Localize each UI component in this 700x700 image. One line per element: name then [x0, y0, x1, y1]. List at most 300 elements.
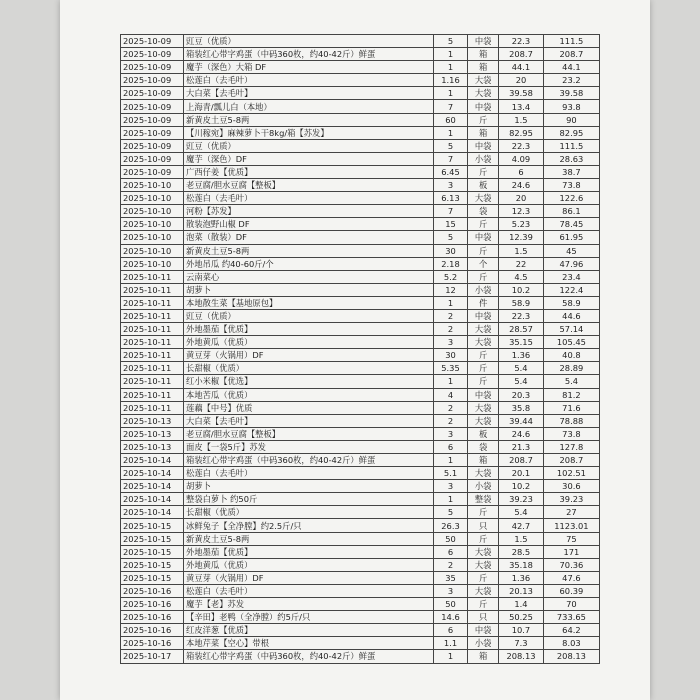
- quantity-cell: 6: [433, 624, 467, 637]
- unit-cell: 斤: [468, 113, 499, 126]
- amount-cell: 60.39: [543, 584, 599, 597]
- amount-cell: 73.8: [543, 179, 599, 192]
- amount-cell: 64.2: [543, 624, 599, 637]
- unit-cell: 大袋: [468, 87, 499, 100]
- date-cell: 2025-10-11: [121, 283, 184, 296]
- date-cell: 2025-10-09: [121, 74, 184, 87]
- table-row: [121, 375, 600, 388]
- unit-cell: 小袋: [468, 480, 499, 493]
- unit-cell: 箱: [468, 650, 499, 663]
- date-cell: 2025-10-09: [121, 139, 184, 152]
- unit-cell: 斤: [468, 506, 499, 519]
- table-row: [121, 467, 600, 480]
- item-name-cell: 外地吊瓜 约40-60斤/个: [184, 257, 434, 270]
- date-cell: 2025-10-15: [121, 519, 184, 532]
- quantity-cell: 5.1: [433, 467, 467, 480]
- table-row: [121, 519, 600, 532]
- quantity-cell: 26.3: [433, 519, 467, 532]
- unit-cell: 袋: [468, 205, 499, 218]
- quantity-cell: 14.6: [433, 611, 467, 624]
- item-name-cell: 老豆腐/胆水豆腐【整板】: [184, 427, 434, 440]
- table-row: [121, 506, 600, 519]
- unit-cell: 斤: [468, 244, 499, 257]
- quantity-cell: 2: [433, 558, 467, 571]
- item-name-cell: 豇豆（优质）: [184, 35, 434, 48]
- unit-cell: 中袋: [468, 388, 499, 401]
- quantity-cell: 1.1: [433, 637, 467, 650]
- unit-price-cell: 35.15: [499, 336, 544, 349]
- unit-price-cell: 28.57: [499, 323, 544, 336]
- unit-price-cell: 24.6: [499, 179, 544, 192]
- quantity-cell: 60: [433, 113, 467, 126]
- unit-cell: 大袋: [468, 401, 499, 414]
- date-cell: 2025-10-13: [121, 427, 184, 440]
- amount-cell: 78.88: [543, 414, 599, 427]
- item-name-cell: 广西仔姜【优质】: [184, 165, 434, 178]
- unit-price-cell: 1.4: [499, 598, 544, 611]
- amount-cell: 23.4: [543, 270, 599, 283]
- unit-cell: 中袋: [468, 231, 499, 244]
- table-row: [121, 624, 600, 637]
- unit-price-cell: 82.95: [499, 126, 544, 139]
- unit-price-cell: 44.1: [499, 61, 544, 74]
- unit-cell: 箱: [468, 48, 499, 61]
- date-cell: 2025-10-11: [121, 362, 184, 375]
- unit-cell: 大袋: [468, 545, 499, 558]
- table-row: [121, 598, 600, 611]
- unit-price-cell: 22.3: [499, 309, 544, 322]
- quantity-cell: 3: [433, 584, 467, 597]
- item-name-cell: 魔芋【老】苏发: [184, 598, 434, 611]
- unit-price-cell: 208.13: [499, 650, 544, 663]
- date-cell: 2025-10-15: [121, 571, 184, 584]
- amount-cell: 71.6: [543, 401, 599, 414]
- date-cell: 2025-10-11: [121, 296, 184, 309]
- unit-cell: 件: [468, 296, 499, 309]
- quantity-cell: 5.2: [433, 270, 467, 283]
- unit-cell: 大袋: [468, 192, 499, 205]
- amount-cell: 57.14: [543, 323, 599, 336]
- unit-price-cell: 12.39: [499, 231, 544, 244]
- unit-price-cell: 20: [499, 192, 544, 205]
- date-cell: 2025-10-16: [121, 611, 184, 624]
- amount-cell: 38.7: [543, 165, 599, 178]
- unit-price-cell: 5.4: [499, 506, 544, 519]
- quantity-cell: 1: [433, 493, 467, 506]
- amount-cell: 70: [543, 598, 599, 611]
- item-name-cell: 大白菜【去毛叶】: [184, 414, 434, 427]
- quantity-cell: 6: [433, 545, 467, 558]
- item-name-cell: 长甜椒（优质）: [184, 506, 434, 519]
- unit-price-cell: 1.36: [499, 349, 544, 362]
- table-row: [121, 323, 600, 336]
- amount-cell: 90: [543, 113, 599, 126]
- amount-cell: 58.9: [543, 296, 599, 309]
- table-row: [121, 61, 600, 74]
- item-name-cell: 胡萝卜: [184, 480, 434, 493]
- date-cell: 2025-10-09: [121, 113, 184, 126]
- unit-cell: 斤: [468, 375, 499, 388]
- table-row: [121, 270, 600, 283]
- item-name-cell: 箱装红心带字鸡蛋（中码360枚，约40-42斤）鲜蛋: [184, 48, 434, 61]
- unit-cell: 中袋: [468, 309, 499, 322]
- unit-price-cell: 39.58: [499, 87, 544, 100]
- unit-cell: 板: [468, 427, 499, 440]
- quantity-cell: 2: [433, 414, 467, 427]
- date-cell: 2025-10-10: [121, 205, 184, 218]
- item-name-cell: 长甜椒（优质）: [184, 362, 434, 375]
- date-cell: 2025-10-10: [121, 231, 184, 244]
- table-row: [121, 558, 600, 571]
- quantity-cell: 1.16: [433, 74, 467, 87]
- quantity-cell: 7: [433, 152, 467, 165]
- purchase-table: [120, 34, 600, 664]
- quantity-cell: 3: [433, 179, 467, 192]
- unit-price-cell: 4.5: [499, 270, 544, 283]
- quantity-cell: 15: [433, 218, 467, 231]
- unit-price-cell: 4.09: [499, 152, 544, 165]
- item-name-cell: 箱装红心带字鸡蛋（中码360枚，约40-42斤）鲜蛋: [184, 454, 434, 467]
- date-cell: 2025-10-10: [121, 179, 184, 192]
- unit-price-cell: 10.2: [499, 480, 544, 493]
- unit-cell: 小袋: [468, 637, 499, 650]
- date-cell: 2025-10-16: [121, 624, 184, 637]
- amount-cell: 5.4: [543, 375, 599, 388]
- quantity-cell: 5: [433, 35, 467, 48]
- purchase-table-body: [121, 35, 600, 664]
- unit-cell: 板: [468, 179, 499, 192]
- unit-cell: 大袋: [468, 584, 499, 597]
- table-row: [121, 165, 600, 178]
- table-row: [121, 545, 600, 558]
- table-row: [121, 296, 600, 309]
- date-cell: 2025-10-14: [121, 480, 184, 493]
- date-cell: 2025-10-15: [121, 558, 184, 571]
- item-name-cell: 散装泡野山椒 DF: [184, 218, 434, 231]
- unit-cell: 箱: [468, 61, 499, 74]
- item-name-cell: 红小米椒【优选】: [184, 375, 434, 388]
- table-row: [121, 401, 600, 414]
- item-name-cell: 上海青/瓢儿白（本地）: [184, 100, 434, 113]
- amount-cell: 44.1: [543, 61, 599, 74]
- unit-cell: 斤: [468, 571, 499, 584]
- amount-cell: 105.45: [543, 336, 599, 349]
- quantity-cell: 2: [433, 309, 467, 322]
- table-row: [121, 493, 600, 506]
- amount-cell: 47.6: [543, 571, 599, 584]
- amount-cell: 122.4: [543, 283, 599, 296]
- quantity-cell: 1: [433, 48, 467, 61]
- unit-price-cell: 42.7: [499, 519, 544, 532]
- unit-price-cell: 58.9: [499, 296, 544, 309]
- item-name-cell: 老豆腐/胆水豆腐【整板】: [184, 179, 434, 192]
- item-name-cell: 【川稼宛】麻辣萝卜干8kg/箱【苏发】: [184, 126, 434, 139]
- unit-price-cell: 1.5: [499, 532, 544, 545]
- item-name-cell: 松莲白（去毛叶）: [184, 74, 434, 87]
- table-row: [121, 139, 600, 152]
- table-row: [121, 362, 600, 375]
- unit-price-cell: 1.5: [499, 113, 544, 126]
- unit-cell: 小袋: [468, 152, 499, 165]
- table-row: [121, 611, 600, 624]
- amount-cell: 61.95: [543, 231, 599, 244]
- item-name-cell: 冰鲜兔子【全净膛】约2.5斤/只: [184, 519, 434, 532]
- unit-price-cell: 20.13: [499, 584, 544, 597]
- unit-cell: 袋: [468, 440, 499, 453]
- date-cell: 2025-10-17: [121, 650, 184, 663]
- quantity-cell: 2: [433, 401, 467, 414]
- date-cell: 2025-10-11: [121, 388, 184, 401]
- date-cell: 2025-10-09: [121, 48, 184, 61]
- quantity-cell: 7: [433, 100, 467, 113]
- date-cell: 2025-10-14: [121, 467, 184, 480]
- unit-cell: 斤: [468, 270, 499, 283]
- quantity-cell: 2: [433, 323, 467, 336]
- unit-price-cell: 1.36: [499, 571, 544, 584]
- amount-cell: 208.7: [543, 454, 599, 467]
- item-name-cell: 本地散生菜【基地原包】: [184, 296, 434, 309]
- table-row: [121, 532, 600, 545]
- amount-cell: 733.65: [543, 611, 599, 624]
- date-cell: 2025-10-11: [121, 270, 184, 283]
- item-name-cell: 黄豆芽（火锅用）DF: [184, 571, 434, 584]
- quantity-cell: 12: [433, 283, 467, 296]
- table-row: [121, 152, 600, 165]
- date-cell: 2025-10-14: [121, 506, 184, 519]
- quantity-cell: 35: [433, 571, 467, 584]
- quantity-cell: 50: [433, 532, 467, 545]
- item-name-cell: 黄豆芽（火锅用）DF: [184, 349, 434, 362]
- unit-price-cell: 22: [499, 257, 544, 270]
- date-cell: 2025-10-16: [121, 584, 184, 597]
- table-row: [121, 349, 600, 362]
- unit-cell: 大袋: [468, 558, 499, 571]
- amount-cell: 27: [543, 506, 599, 519]
- amount-cell: 75: [543, 532, 599, 545]
- unit-cell: 个: [468, 257, 499, 270]
- amount-cell: 111.5: [543, 35, 599, 48]
- quantity-cell: 2.18: [433, 257, 467, 270]
- unit-cell: 只: [468, 611, 499, 624]
- unit-price-cell: 22.3: [499, 139, 544, 152]
- table-row: [121, 650, 600, 663]
- item-name-cell: 豇豆（优质）: [184, 309, 434, 322]
- unit-cell: 箱: [468, 454, 499, 467]
- table-row: [121, 388, 600, 401]
- unit-price-cell: 5.4: [499, 375, 544, 388]
- date-cell: 2025-10-10: [121, 192, 184, 205]
- date-cell: 2025-10-11: [121, 309, 184, 322]
- unit-cell: 斤: [468, 362, 499, 375]
- date-cell: 2025-10-11: [121, 401, 184, 414]
- item-name-cell: 外地黄瓜（优质）: [184, 558, 434, 571]
- unit-cell: 大袋: [468, 414, 499, 427]
- unit-price-cell: 10.2: [499, 283, 544, 296]
- unit-cell: 箱: [468, 126, 499, 139]
- table-row: [121, 427, 600, 440]
- quantity-cell: 1: [433, 87, 467, 100]
- unit-price-cell: 50.25: [499, 611, 544, 624]
- table-row: [121, 414, 600, 427]
- amount-cell: 127.8: [543, 440, 599, 453]
- table-row: [121, 192, 600, 205]
- item-name-cell: 松莲白（去毛叶）: [184, 584, 434, 597]
- item-name-cell: 本地苦瓜（优质）: [184, 388, 434, 401]
- item-name-cell: 【辛田】老鸭（全净膛）约5斤/只: [184, 611, 434, 624]
- quantity-cell: 1: [433, 61, 467, 74]
- unit-price-cell: 20.3: [499, 388, 544, 401]
- date-cell: 2025-10-14: [121, 454, 184, 467]
- date-cell: 2025-10-11: [121, 375, 184, 388]
- unit-price-cell: 24.6: [499, 427, 544, 440]
- date-cell: 2025-10-09: [121, 100, 184, 113]
- item-name-cell: 魔芋（深色）大箱 DF: [184, 61, 434, 74]
- unit-price-cell: 7.3: [499, 637, 544, 650]
- unit-price-cell: 39.44: [499, 414, 544, 427]
- unit-cell: 中袋: [468, 139, 499, 152]
- unit-price-cell: 28.5: [499, 545, 544, 558]
- date-cell: 2025-10-13: [121, 414, 184, 427]
- paper-sheet: [60, 0, 650, 700]
- quantity-cell: 7: [433, 205, 467, 218]
- quantity-cell: 5.35: [433, 362, 467, 375]
- table-row: [121, 126, 600, 139]
- item-name-cell: 松莲白（去毛叶）: [184, 192, 434, 205]
- unit-cell: 整袋: [468, 493, 499, 506]
- unit-price-cell: 12.3: [499, 205, 544, 218]
- item-name-cell: 新黄皮土豆5-8两: [184, 244, 434, 257]
- date-cell: 2025-10-15: [121, 545, 184, 558]
- amount-cell: 47.96: [543, 257, 599, 270]
- quantity-cell: 1: [433, 375, 467, 388]
- amount-cell: 70.36: [543, 558, 599, 571]
- table-row: [121, 87, 600, 100]
- date-cell: 2025-10-10: [121, 244, 184, 257]
- item-name-cell: 河粉【苏发】: [184, 205, 434, 218]
- amount-cell: 208.7: [543, 48, 599, 61]
- unit-price-cell: 10.7: [499, 624, 544, 637]
- amount-cell: 28.89: [543, 362, 599, 375]
- table-row: [121, 218, 600, 231]
- date-cell: 2025-10-09: [121, 165, 184, 178]
- date-cell: 2025-10-11: [121, 323, 184, 336]
- unit-price-cell: 1.5: [499, 244, 544, 257]
- date-cell: 2025-10-13: [121, 440, 184, 453]
- table-row: [121, 74, 600, 87]
- item-name-cell: 外地墨茄【优质】: [184, 323, 434, 336]
- unit-cell: 小袋: [468, 283, 499, 296]
- amount-cell: 171: [543, 545, 599, 558]
- quantity-cell: 5: [433, 506, 467, 519]
- date-cell: 2025-10-09: [121, 87, 184, 100]
- amount-cell: 44.6: [543, 309, 599, 322]
- unit-cell: 中袋: [468, 100, 499, 113]
- item-name-cell: 豇豆（优质）: [184, 139, 434, 152]
- item-name-cell: 胡萝卜: [184, 283, 434, 296]
- table-row: [121, 35, 600, 48]
- item-name-cell: 泡菜（散装）DF: [184, 231, 434, 244]
- item-name-cell: 箱装红心带字鸡蛋（中码360枚，约40-42斤）鲜蛋: [184, 650, 434, 663]
- amount-cell: 8.03: [543, 637, 599, 650]
- quantity-cell: 6.13: [433, 192, 467, 205]
- item-name-cell: 大白菜【去毛叶】: [184, 87, 434, 100]
- table-row: [121, 231, 600, 244]
- unit-cell: 大袋: [468, 467, 499, 480]
- date-cell: 2025-10-09: [121, 152, 184, 165]
- date-cell: 2025-10-16: [121, 637, 184, 650]
- quantity-cell: 1: [433, 454, 467, 467]
- unit-cell: 斤: [468, 165, 499, 178]
- amount-cell: 122.6: [543, 192, 599, 205]
- table-row: [121, 205, 600, 218]
- amount-cell: 208.13: [543, 650, 599, 663]
- unit-cell: 斤: [468, 598, 499, 611]
- table-row: [121, 283, 600, 296]
- unit-cell: 斤: [468, 349, 499, 362]
- amount-cell: 39.58: [543, 87, 599, 100]
- table-row: [121, 454, 600, 467]
- quantity-cell: 3: [433, 427, 467, 440]
- item-name-cell: 新黄皮土豆5-8两: [184, 532, 434, 545]
- amount-cell: 45: [543, 244, 599, 257]
- date-cell: 2025-10-14: [121, 493, 184, 506]
- unit-price-cell: 20.1: [499, 467, 544, 480]
- table-row: [121, 571, 600, 584]
- table-row: [121, 257, 600, 270]
- amount-cell: 23.2: [543, 74, 599, 87]
- date-cell: 2025-10-15: [121, 532, 184, 545]
- unit-price-cell: 208.7: [499, 454, 544, 467]
- item-name-cell: 外地黄瓜（优质）: [184, 336, 434, 349]
- amount-cell: 78.45: [543, 218, 599, 231]
- unit-cell: 斤: [468, 218, 499, 231]
- date-cell: 2025-10-11: [121, 336, 184, 349]
- table-row: [121, 113, 600, 126]
- table-row: [121, 179, 600, 192]
- amount-cell: 86.1: [543, 205, 599, 218]
- table-row: [121, 100, 600, 113]
- table-row: [121, 480, 600, 493]
- unit-cell: 斤: [468, 532, 499, 545]
- quantity-cell: 1: [433, 296, 467, 309]
- date-cell: 2025-10-16: [121, 598, 184, 611]
- quantity-cell: 30: [433, 349, 467, 362]
- item-name-cell: 松莲白（去毛叶）: [184, 467, 434, 480]
- unit-cell: 大袋: [468, 336, 499, 349]
- amount-cell: 93.8: [543, 100, 599, 113]
- unit-price-cell: 39.23: [499, 493, 544, 506]
- quantity-cell: 5: [433, 139, 467, 152]
- quantity-cell: 6.45: [433, 165, 467, 178]
- date-cell: 2025-10-09: [121, 126, 184, 139]
- table-row: [121, 336, 600, 349]
- unit-cell: 大袋: [468, 74, 499, 87]
- table-row: [121, 309, 600, 322]
- quantity-cell: 50: [433, 598, 467, 611]
- item-name-cell: 红皮洋葱【优质】: [184, 624, 434, 637]
- unit-price-cell: 13.4: [499, 100, 544, 113]
- table-row: [121, 637, 600, 650]
- unit-price-cell: 21.3: [499, 440, 544, 453]
- amount-cell: 111.5: [543, 139, 599, 152]
- unit-price-cell: 35.18: [499, 558, 544, 571]
- table-row: [121, 244, 600, 257]
- quantity-cell: 30: [433, 244, 467, 257]
- amount-cell: 73.8: [543, 427, 599, 440]
- table-row: [121, 584, 600, 597]
- item-name-cell: 本地芹菜【空心】带根: [184, 637, 434, 650]
- date-cell: 2025-10-10: [121, 257, 184, 270]
